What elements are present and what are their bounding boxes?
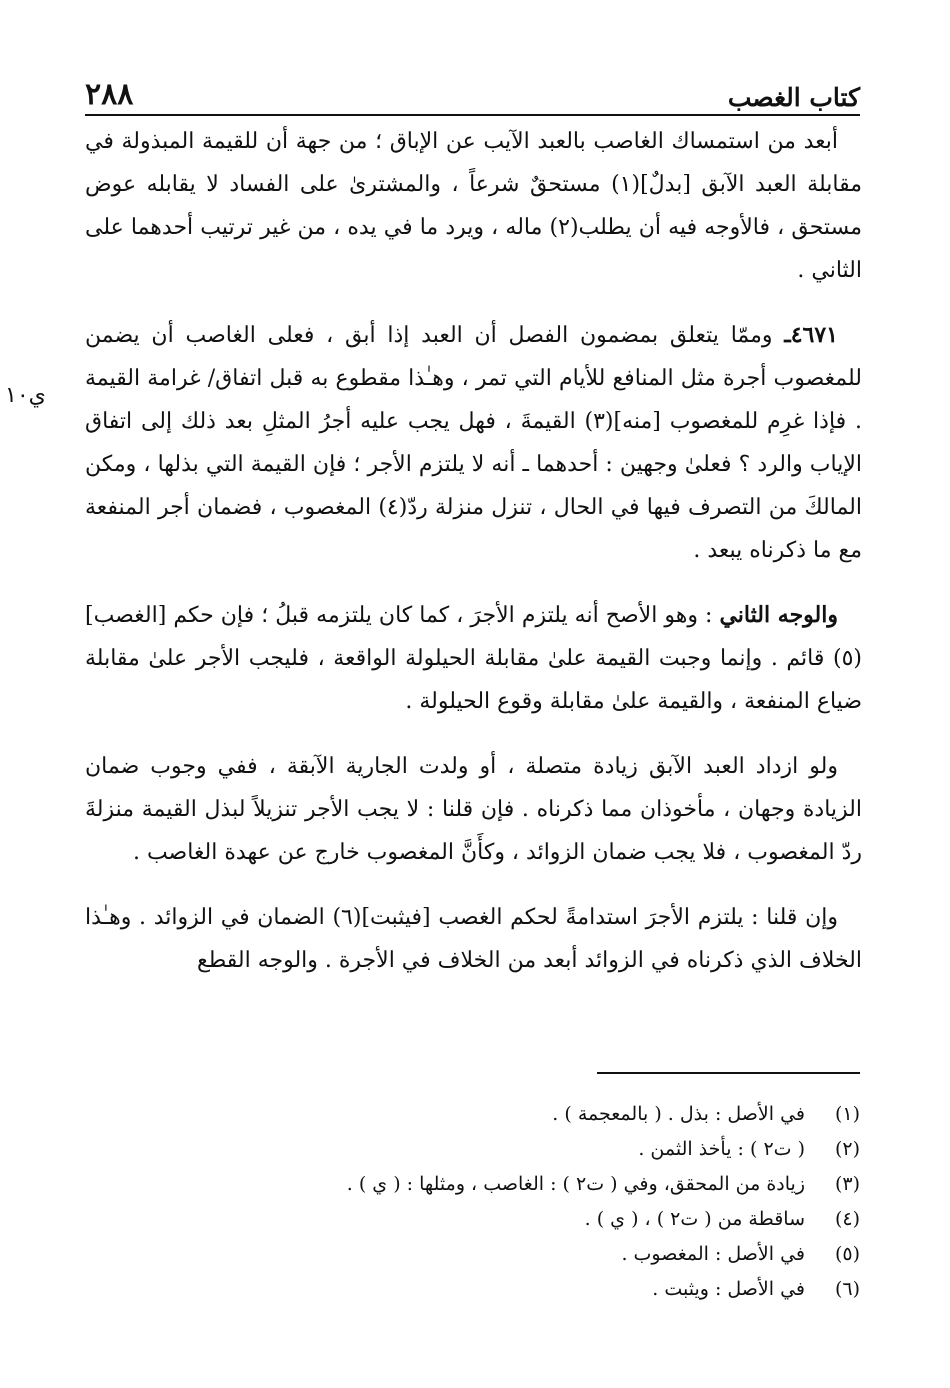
page-header (85, 70, 860, 116)
footnote-number: (٤) (834, 1208, 860, 1230)
paragraph (85, 314, 862, 572)
footnote-text: ( ت٢ ) : يأخذ الثمن . (638, 1138, 805, 1160)
footnote-text: في الأصل : المغصوب . (621, 1243, 805, 1265)
paragraph-text: أبعد من استمساك الغاصب بالعبد الآيب عن الإباق ؛ من جهة أن للقيمة المبذولة في مقابلة العبد الآبق [بدلٌ](١) مستحقٌ شرعاً ، والمشترىٰ على الفساد لا يقابله عوض مستحق ، فالأوجه فيه أن يطلب(٢) ماله ، ويرد ما في يده ، من غير ترتيب أحدهما على الثاني . (85, 129, 862, 283)
footnote-text: في الأصل : بذل . ( بالمعجمة ) . (552, 1103, 805, 1125)
paragraph-text: : وهو الأصح أنه يلتزم الأجرَ ، كما كان يلتزمه قبلُ ؛ فإن حكم [الغصب](٥) قائم . وإنما وجبت القيمة علىٰ مقابلة الحيلولة الواقعة ، فليجب الأجر علىٰ مقابلة ضياع المنفعة ، والقيمة علىٰ مقابلة وقوع الحيلولة . (85, 603, 862, 714)
running-title: كتاب الغصب (727, 83, 860, 112)
footnote (300, 1132, 860, 1167)
footnote (300, 1202, 860, 1237)
footnote-number: (١) (834, 1103, 860, 1125)
footnote-number: (٣) (834, 1173, 860, 1195)
paragraph-text: وممّا يتعلق بمضمون الفصل أن العبد إذا أبق ، فعلى الغاصب أن يضمن للمغصوب أجرة مثل المنافع للأيام التي تمر ، وهـٰذا مقطوع به قبل اتفاق/ غرامة القيمة . فإذا غرِم للمغصوب [منه](٣) القيمةَ ، فهل يجب عليه أجرُ المثلِ بعد ذلك إلى اتفاق الإياب والرد ؟ فعلىٰ وجهين : أحدهما ـ أنه لا يلتزم الأجر ؛ فإن القيمة التي بذلها ، ومكن المالكَ من التصرف فيها في الحال ، تنزل منزلة ردّ(٤) المغصوب ، فضمان أجر المنفعة مع ما ذكرناه يبعد . (85, 323, 862, 563)
main-text (85, 120, 862, 982)
manuscript-margin-note: ي١٠ (5, 383, 46, 408)
footnote-text: في الأصل : ويثبت . (652, 1278, 805, 1300)
paragraph-text: وإن قلنا : يلتزم الأجرَ استدامةً لحكم الغصب [فيثبت](٦) الضمان في الزوائد . وهـٰذا الخلاف الذي ذكرناه في الزوائد أبعد من الخلاف في الأجرة . والوجه القطع (85, 905, 862, 973)
paragraph-text: ولو ازداد العبد الآبق زيادة متصلة ، أو ولدت الجارية الآبقة ، ففي وجوب ضمان الزيادة وجهان ، مأخوذان مما ذكرناه . فإن قلنا : لا يجب الأجر تنزيلاً لبذل القيمة منزلةَ ردّ المغصوب ، فلا يجب ضمان الزوائد ، وكأَنَّ المغصوب خارج عن عهدة الغاصب . (85, 754, 862, 865)
paragraph-number: ٤٦٧١ـ (784, 322, 838, 348)
paragraph (85, 745, 862, 874)
page-number: ٢٨٨ (85, 77, 134, 112)
footnote-number: (٥) (834, 1243, 860, 1265)
footnote (300, 1237, 860, 1272)
paragraph (85, 120, 862, 292)
paragraph (85, 896, 862, 982)
footnote-number: (٢) (834, 1138, 860, 1160)
footnotes (300, 1097, 860, 1307)
footnote-text: زيادة من المحقق، وفي ( ت٢ ) : الغاصب ، ومثلها : ( ي ) . (346, 1173, 805, 1195)
footnote-text: ساقطة من ( ت٢ ) ، ( ي ) . (584, 1208, 805, 1230)
footnote-number: (٦) (834, 1278, 860, 1300)
paragraph-heading: والوجه الثاني (719, 602, 838, 628)
footnote (300, 1272, 860, 1307)
footnote (300, 1167, 860, 1202)
paragraph (85, 594, 862, 723)
footnote (300, 1097, 860, 1132)
footnote-divider (597, 1072, 860, 1074)
